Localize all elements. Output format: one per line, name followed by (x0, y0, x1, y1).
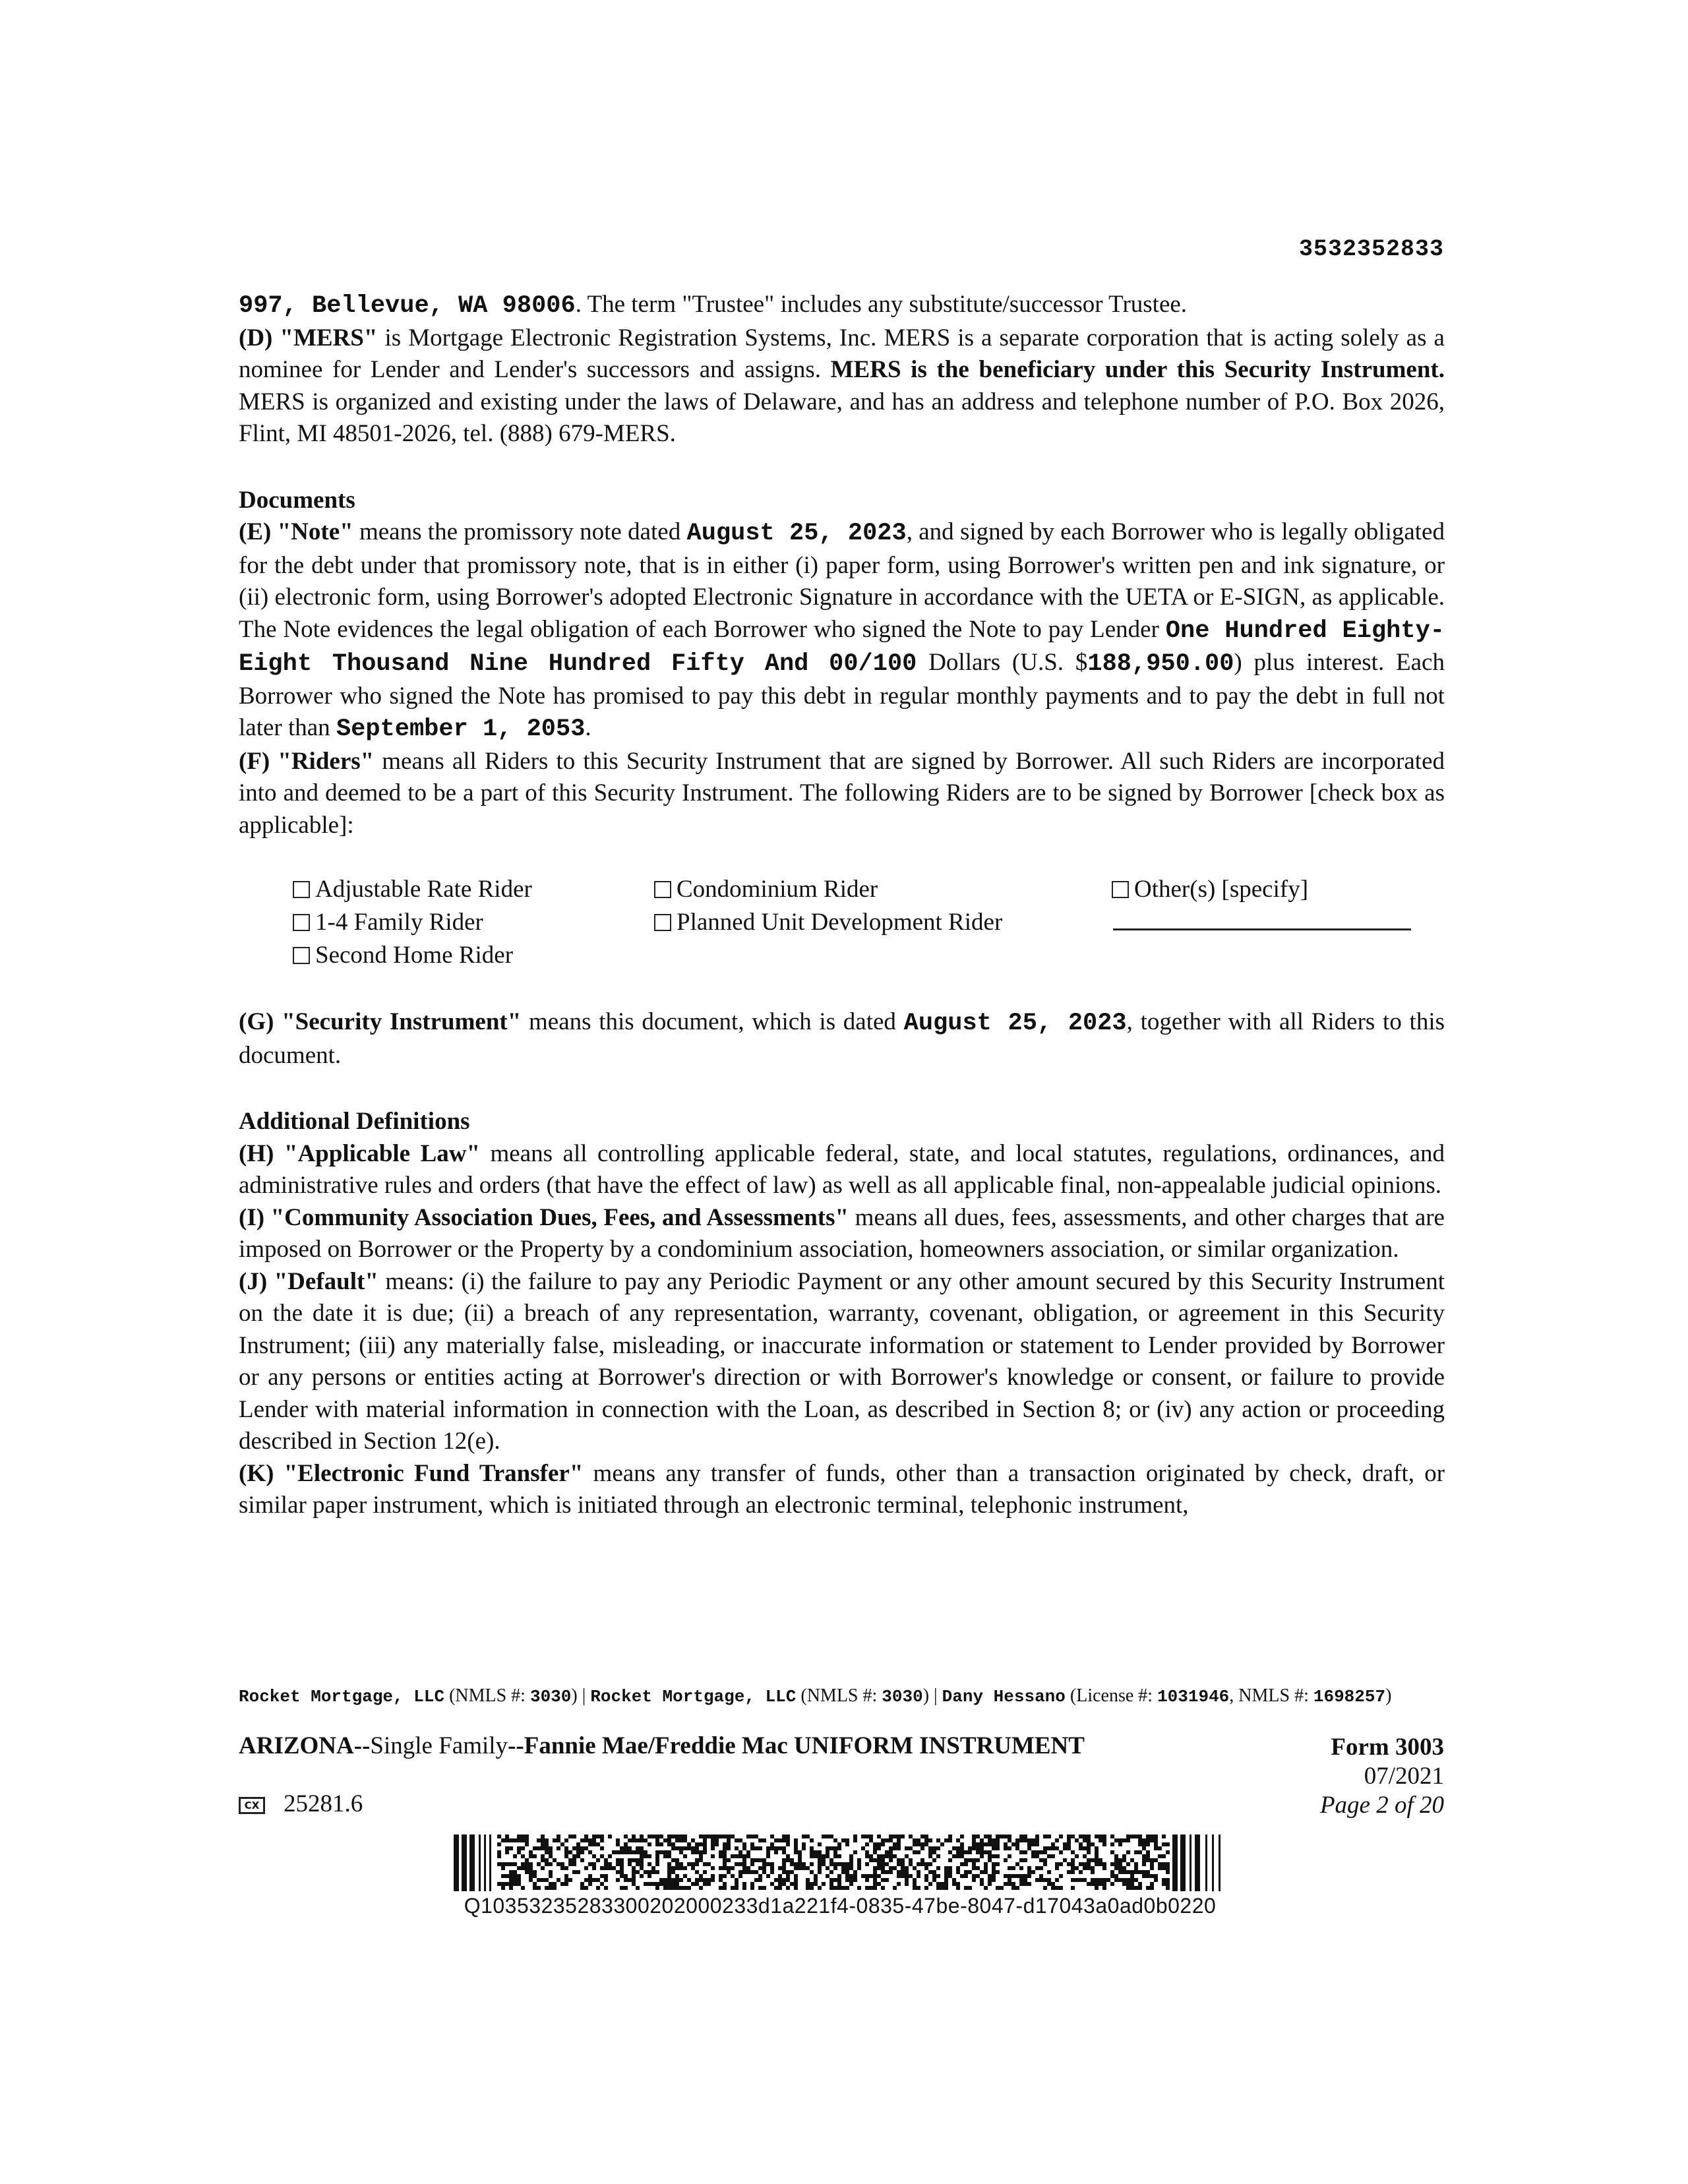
dash: -- (353, 1732, 371, 1759)
document-body (239, 289, 1445, 1522)
other-specify-line[interactable] (1113, 928, 1411, 930)
rider-planned-unit-development[interactable] (654, 906, 1002, 938)
uniform-instrument: Fannie Mae/Freddie Mac UNIFORM INSTRUMENT (524, 1732, 1085, 1759)
footer-form-title (239, 1732, 1085, 1760)
checkbox-icon[interactable] (293, 881, 310, 898)
nmls-number: 3030 (882, 1687, 923, 1707)
mers-text-1: is Mortgage Electronic Registration Systems, Inc. MERS is a separate corporation that is acting solely as a nominee for Lender and Lender's successors and assigns. (239, 324, 1445, 383)
rider-adjustable-rate[interactable] (293, 873, 532, 905)
license-label: (License #: (1065, 1685, 1158, 1706)
dash: -- (508, 1732, 524, 1759)
checkbox-icon[interactable] (654, 881, 671, 898)
note-amount: 188,950.00 (1087, 650, 1234, 678)
checkbox-icon[interactable] (1112, 881, 1129, 898)
note-text-2: , and signed by each Borrower who is legally obligated for the debt under that promissory note, that is in either (i) paper form, using Borrower's written pen and ink signature, or (ii) electronic form, using Borrower's adopted Electronic Signature in accordance with the UETA or E-SIGN, as applicable. The Note evidences the legal obligation of each Borrower who signed the Note to pay Lender (239, 518, 1445, 643)
definition-mers (239, 322, 1445, 450)
license-number: 1031946 (1157, 1687, 1230, 1707)
eft-label: (K) "Electronic Fund Transfer" (239, 1459, 584, 1487)
trustee-address: 997, Bellevue, WA 98006 (239, 292, 576, 320)
rider-label: Other(s) [specify] (1134, 876, 1309, 903)
mers-label: (D) "MERS" (239, 324, 378, 351)
rider-label: Adjustable Rate Rider (315, 876, 532, 903)
community-association-text: means all dues, fees, assessments, and other charges that are imposed on Borrower or the Property by a condominium association, homeowners association, or similar organization. (239, 1203, 1445, 1263)
additional-definitions-heading: Additional Definitions (239, 1108, 470, 1135)
security-text-1: means this document, which is dated (521, 1008, 904, 1035)
form-number: Form 3003 (1331, 1734, 1444, 1761)
note-maturity-date: September 1, 2053 (336, 715, 586, 743)
rider-label: Second Home Rider (315, 942, 514, 969)
mers-bold-text: MERS is the beneficiary under this Security Instrument. (830, 356, 1445, 383)
nmls-number: 1698257 (1313, 1687, 1386, 1707)
default-label: (J) "Default" (239, 1267, 378, 1295)
note-text-3: Dollars (U.S. $ (917, 649, 1088, 676)
definition-default (239, 1266, 1445, 1458)
rider-label: Condominium Rider (677, 876, 878, 903)
trustee-text: . The term "Trustee" includes any substitute/successor Trustee. (575, 291, 1188, 318)
definition-security-instrument (239, 1006, 1445, 1072)
rider-label: 1-4 Family Rider (315, 909, 483, 936)
loan-originator-name: Dany Hessano (942, 1687, 1066, 1707)
note-text-4: ) plus interest. Each Borrower who signed the Note has promised to pay this debt in regular monthly payments and to pay the debt in full not later than (239, 649, 1445, 741)
note-label: (E) "Note" (239, 518, 353, 545)
checkbox-icon[interactable] (293, 914, 310, 931)
checkbox-icon[interactable] (293, 947, 310, 964)
definition-community-association (239, 1202, 1445, 1266)
default-text: means: (i) the failure to pay any Periodic Payment or any other amount secured by this Security Instrument on the date it is due; (ii) a breach of any representation, warranty, covenant, obligation, or agreement in this Security Instrument; (iii) any materially false, misleading, or inaccurate information or statement to Lender provided by Borrower or any persons or entities acting at Borrower's direction or with Borrower's knowledge or consent, or failure to provide Lender with material information in connection with the Loan, as described in Section 8; or (iv) any action or proceeding described in Section 12(e). (239, 1267, 1445, 1455)
lender-name: Rocket Mortgage, LLC (590, 1687, 797, 1707)
security-date: August 25, 2023 (903, 1010, 1127, 1037)
eft-text: means any transfer of funds, other than a transaction originated by check, draft, or similar paper instrument, which is initiated through an electronic terminal, telephonic instrument, (239, 1459, 1445, 1519)
definition-applicable-law (239, 1138, 1445, 1202)
doc-code: 25281.6 (284, 1790, 363, 1817)
page-number: Page 2 of 20 (1319, 1792, 1444, 1819)
close-paren: ) (1385, 1685, 1392, 1706)
footer-doc-code (239, 1790, 363, 1818)
applicable-law-text: means all controlling applicable federal, state, and local statutes, regulations, ordinances, and administrative rules and orders (that have the effect of law) as well as all applicable final, non-appealable judicial opinions. (239, 1139, 1445, 1199)
note-text-1: means the promissory note dated (353, 518, 687, 545)
note-text-5: . (585, 714, 591, 741)
rider-second-home[interactable] (293, 939, 513, 971)
note-amount-words: One Hundred Eighty-Eight Thousand Nine Hundred Fifty And 00/100 (239, 617, 1445, 678)
riders-checklist (239, 873, 1445, 972)
applicable-law-label: (H) "Applicable Law" (239, 1139, 481, 1167)
nmls-label: , NMLS #: (1229, 1685, 1313, 1706)
lender-name: Rocket Mortgage, LLC (239, 1687, 445, 1707)
barcode (454, 1835, 1226, 1891)
definition-note (239, 516, 1445, 746)
separator: ) | (922, 1685, 942, 1706)
form-date: 07/2021 (1364, 1763, 1444, 1790)
footer-form-info (1320, 1733, 1444, 1820)
definition-riders (239, 746, 1445, 842)
rider-other[interactable] (1112, 873, 1308, 905)
note-date: August 25, 2023 (686, 520, 907, 547)
mers-text-2: MERS is organized and existing under the laws of Delaware, and has an address and telephone number of P.O. Box 2026, Flint, MI 48501-2026, tel. (888) 679-MERS. (239, 388, 1445, 447)
single-family: Single Family (370, 1732, 508, 1759)
definition-electronic-fund-transfer (239, 1458, 1445, 1522)
nmls-label: (NMLS #: (796, 1685, 882, 1706)
footer-lender-info (239, 1685, 1445, 1707)
riders-label: (F) "Riders" (239, 747, 375, 775)
separator: ) | (571, 1685, 591, 1706)
checkbox-icon[interactable] (654, 914, 671, 931)
loan-number: 3532352833 (1298, 236, 1444, 262)
cx-logo-icon: CX (239, 1797, 265, 1814)
barcode-text: Q10353235283300202000233d1a221f4-0835-47be-8047-d17043a0ad0b0220 (464, 1894, 1217, 1918)
documents-heading: Documents (239, 486, 355, 514)
rider-label: Planned Unit Development Rider (677, 909, 1003, 936)
nmls-label: (NMLS #: (444, 1685, 530, 1706)
rider-1-4-family[interactable] (293, 906, 483, 938)
community-association-label: (I) "Community Association Dues, Fees, and Assessments" (239, 1203, 849, 1231)
security-text-2: , together with all Riders to this document. (239, 1008, 1445, 1069)
trustee-continuation (239, 289, 1445, 322)
nmls-number: 3030 (529, 1687, 572, 1707)
riders-text: means all Riders to this Security Instrument that are signed by Borrower. All such Riders are incorporated into and deemed to be a part of this Security Instrument. The following Riders are to be signed by Borrower [check box as applicable]: (239, 747, 1445, 839)
state-name: ARIZONA (239, 1732, 354, 1759)
security-label: (G) "Security Instrument" (239, 1008, 522, 1035)
rider-condominium[interactable] (654, 873, 878, 905)
